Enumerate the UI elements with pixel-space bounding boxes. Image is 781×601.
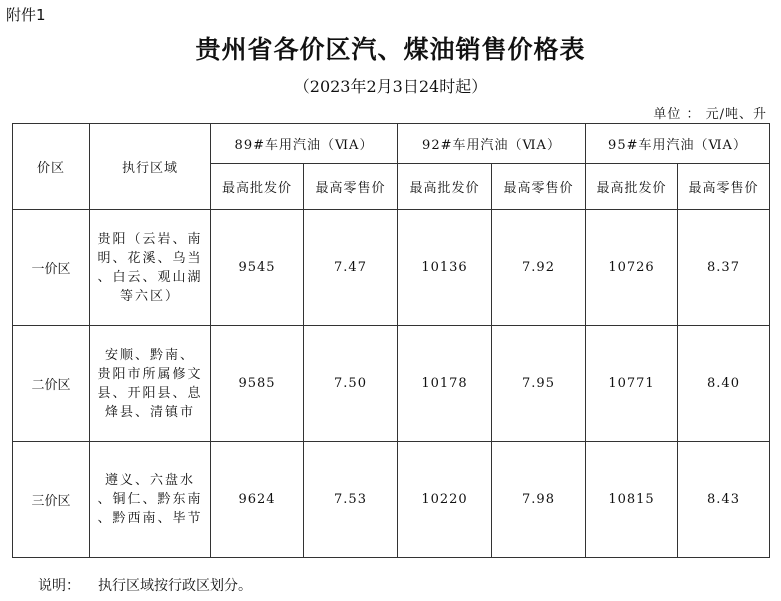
- table-row: [13, 326, 770, 442]
- wholesale-92-cell: 10178: [398, 326, 492, 442]
- area-cell: [90, 326, 211, 442]
- area-line: 、白云、观山湖: [97, 269, 203, 285]
- footnote: [38, 575, 252, 595]
- retail-89-cell: 7.53: [304, 442, 398, 558]
- footnote-text: 执行区域按行政区划分。: [98, 578, 252, 594]
- area-cell: [90, 210, 211, 326]
- area-cell: [90, 442, 211, 558]
- footnote-label: 说明：: [38, 578, 80, 594]
- zone-cell: 三价区: [13, 442, 90, 558]
- retail-header: 最高零售价: [304, 164, 398, 210]
- wholesale-95-cell: 10815: [586, 442, 678, 558]
- retail-92-cell: 7.95: [492, 326, 586, 442]
- retail-89-cell: 7.50: [304, 326, 398, 442]
- wholesale-header: 最高批发价: [398, 164, 492, 210]
- area-line: 遵义、六盘水: [104, 473, 195, 488]
- zone-cell: 一价区: [13, 210, 90, 326]
- retail-header: 最高零售价: [492, 164, 586, 210]
- wholesale-header: 最高批发价: [211, 164, 304, 210]
- header-row: [13, 124, 770, 164]
- zone-header: 价区: [13, 124, 90, 210]
- area-line: 县、开阳县、息: [97, 385, 203, 401]
- wholesale-92-cell: 10220: [398, 442, 492, 558]
- retail-95-cell: 8.43: [678, 442, 770, 558]
- wholesale-89-cell: 9545: [211, 210, 304, 326]
- product-header-95: 95#车用汽油（ⅥA）: [586, 124, 770, 164]
- retail-92-cell: 7.92: [492, 210, 586, 326]
- wholesale-92-cell: 10136: [398, 210, 492, 326]
- wholesale-89-cell: 9624: [211, 442, 304, 558]
- price-table: [12, 123, 770, 558]
- wholesale-header: 最高批发价: [586, 164, 678, 210]
- area-line: 明、花溪、乌当: [97, 250, 203, 266]
- effective-date: （2023年2月3日24时起）: [293, 77, 488, 96]
- retail-95-cell: 8.40: [678, 326, 770, 442]
- area-line: 等六区）: [119, 288, 180, 304]
- retail-header: 最高零售价: [678, 164, 770, 210]
- wholesale-95-cell: 10771: [586, 326, 678, 442]
- retail-95-cell: 8.37: [678, 210, 770, 326]
- attachment-label: 附件1: [6, 6, 46, 24]
- retail-92-cell: 7.98: [492, 442, 586, 558]
- product-header-89: 89#车用汽油（ⅥA）: [211, 124, 398, 164]
- area-header: 执行区域: [90, 124, 211, 210]
- product-header-92: 92#车用汽油（ⅥA）: [398, 124, 586, 164]
- document-title: 贵州省各价区汽、煤油销售价格表: [195, 35, 586, 64]
- retail-89-cell: 7.47: [304, 210, 398, 326]
- area-line: 安顺、黔南、: [104, 347, 195, 363]
- wholesale-95-cell: 10726: [586, 210, 678, 326]
- unit-label: 单位 ： 元/吨、升: [653, 107, 767, 122]
- zone-cell: 二价区: [13, 326, 90, 442]
- area-line: 、黔西南、毕节: [97, 511, 203, 526]
- area-line: 、铜仁、黔东南: [97, 492, 203, 507]
- area-line: 烽县、清镇市: [104, 404, 195, 420]
- wholesale-89-cell: 9585: [211, 326, 304, 442]
- table-row: [13, 442, 770, 558]
- table-row: [13, 210, 770, 326]
- area-line: 贵阳（云岩、南: [97, 231, 203, 247]
- area-line: 贵阳市所属修文: [97, 366, 203, 382]
